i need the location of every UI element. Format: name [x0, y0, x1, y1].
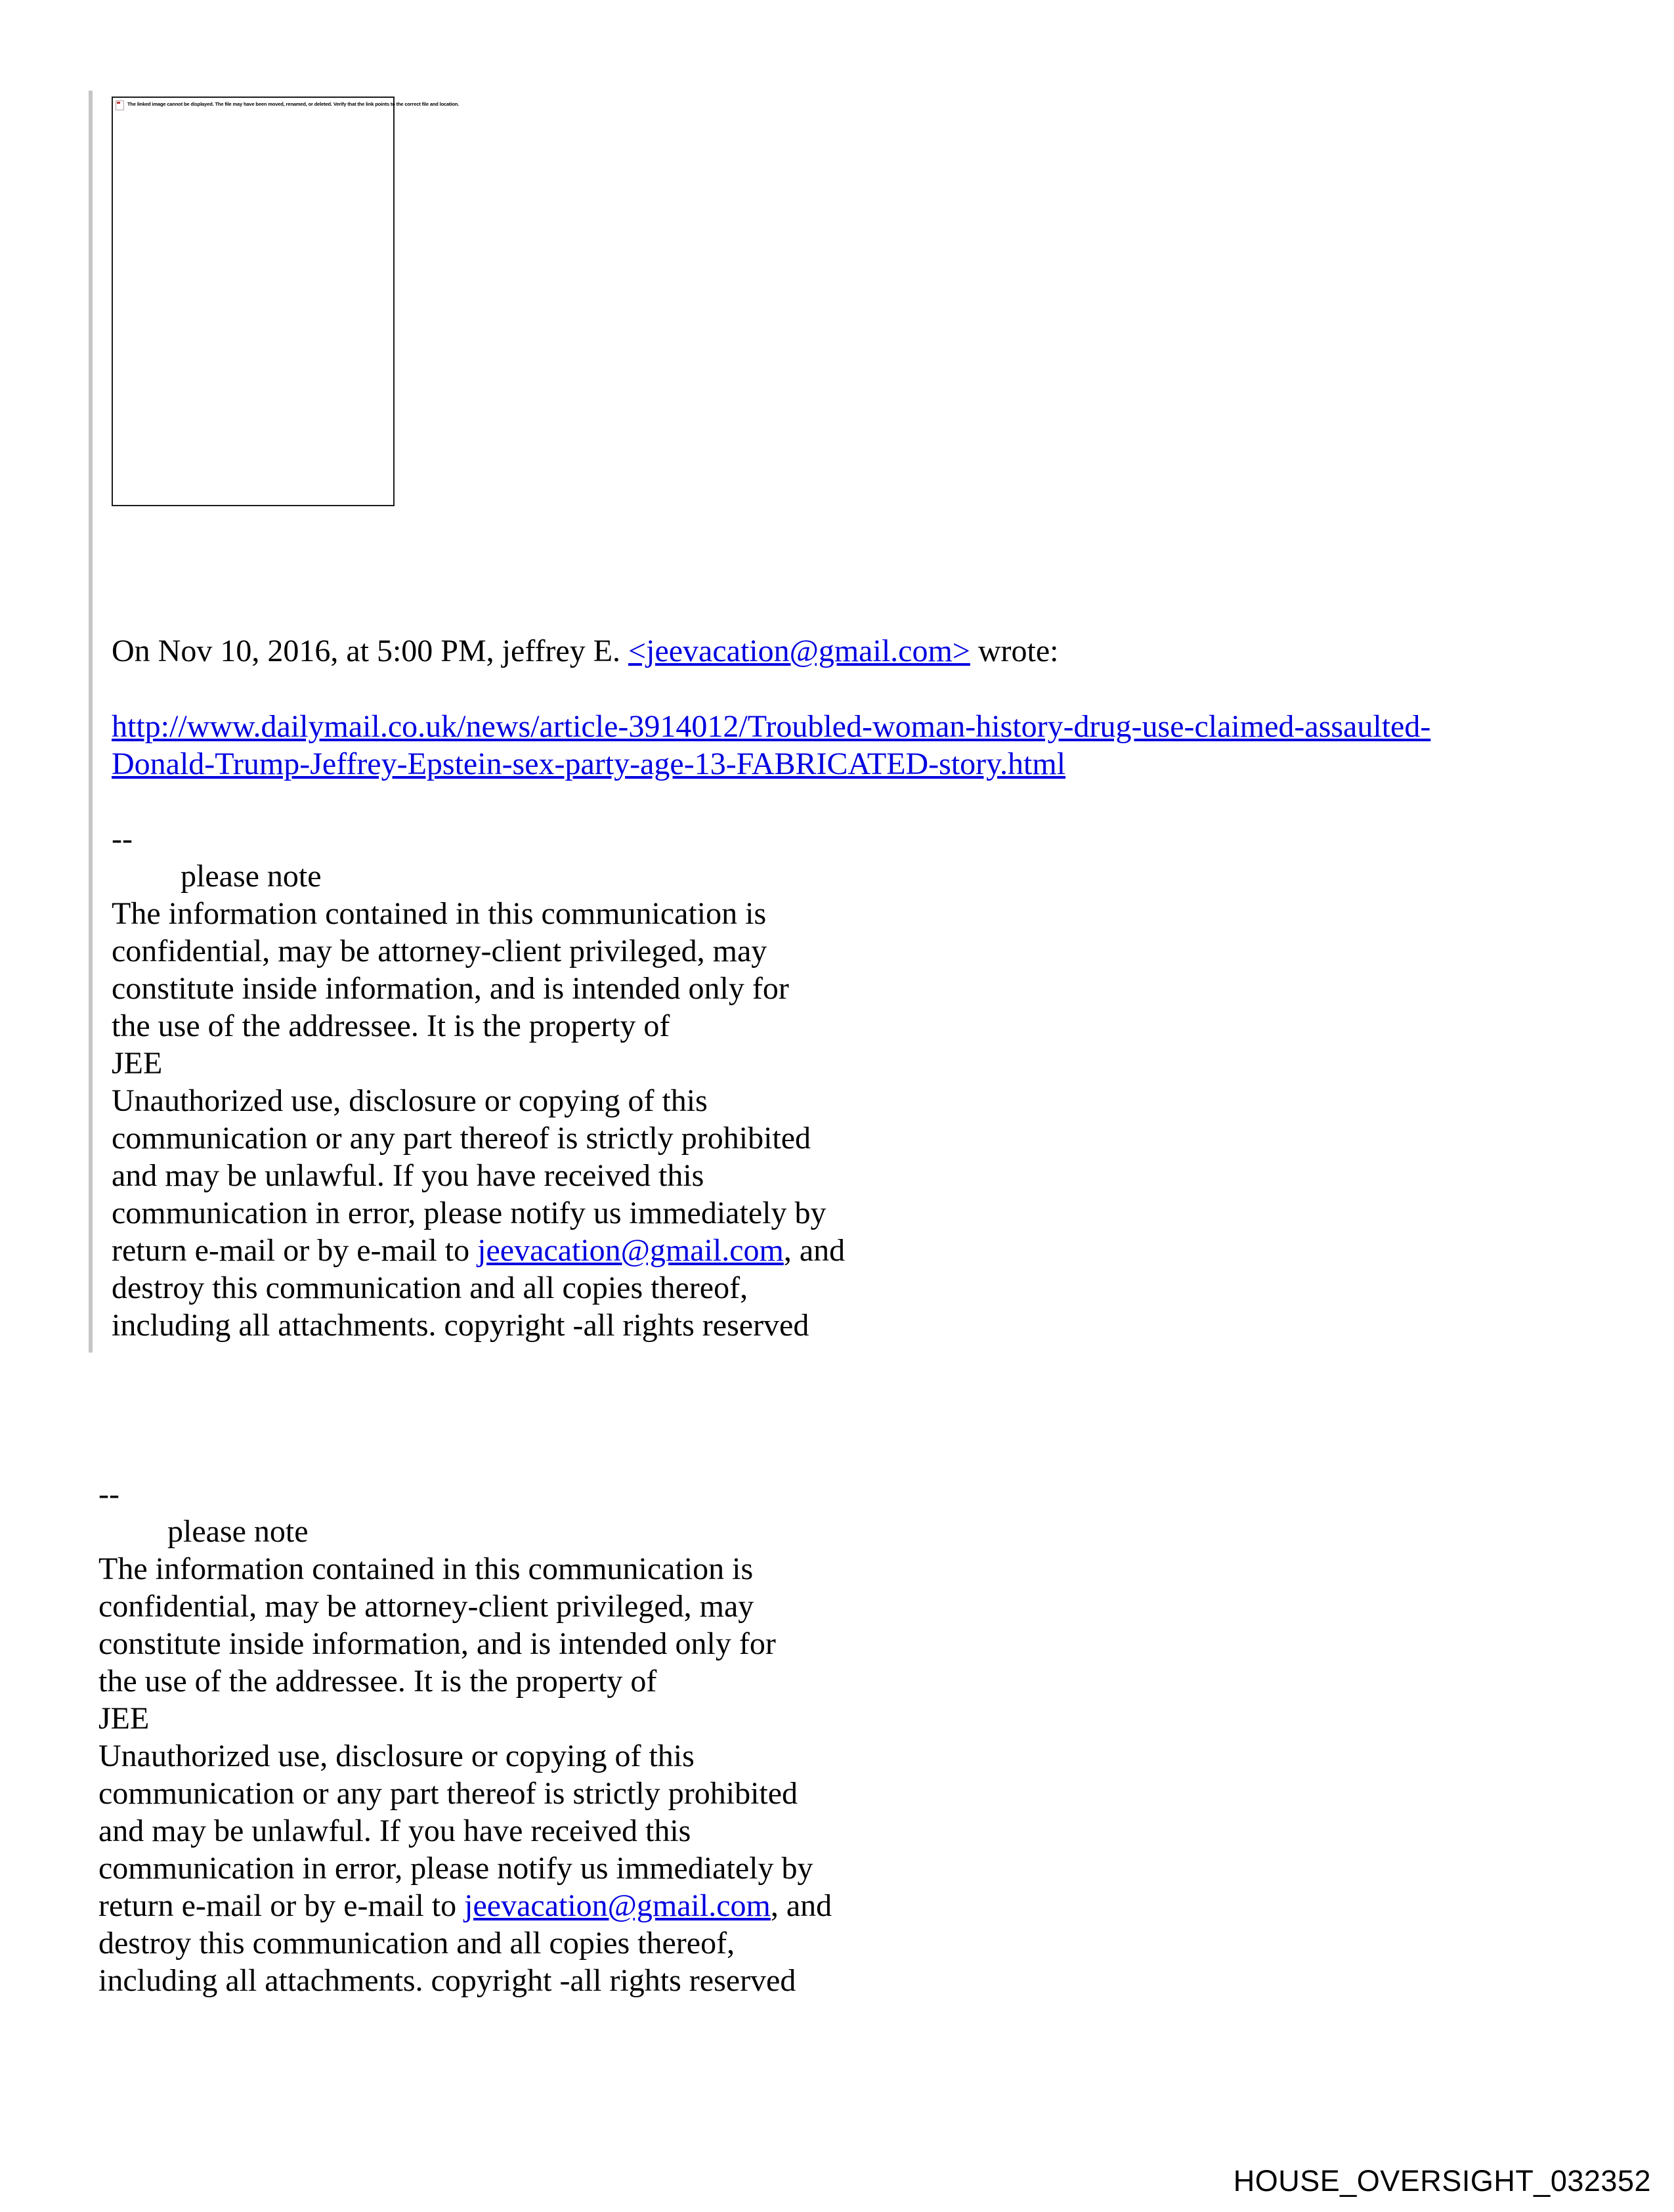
email-attribution-line — [112, 632, 1058, 670]
disclaimer-line: JEE — [98, 1701, 150, 1736]
broken-image-placeholder — [112, 97, 460, 506]
signature-separator: -- — [98, 1477, 119, 1511]
disclaimer-line: the use of the addressee. It is the property of — [98, 1664, 657, 1699]
signature-disclaimer-block-1 — [112, 820, 845, 1344]
quote-indent-bar — [89, 91, 93, 1353]
disclaimer-line: destroy this communication and all copies thereof, — [98, 1926, 735, 1961]
disclaimer-line: destroy this communication and all copies thereof, — [112, 1270, 748, 1305]
disclaimer-line: communication in error, please notify us immediately by — [112, 1196, 826, 1230]
disclaimer-email-prefix: return e-mail or by e-mail to — [112, 1233, 478, 1268]
disclaimer-email-suffix: , and — [783, 1233, 846, 1268]
disclaimer-line: Unauthorized use, disclosure or copying of this — [98, 1739, 695, 1773]
disclaimer-line: confidential, may be attorney-client privileged, may — [112, 934, 767, 968]
disclaimer-email-link[interactable]: jeevacation@gmail.com — [464, 1888, 771, 1923]
disclaimer-line: The information contained in this communication is — [112, 896, 767, 931]
disclaimer-line: constitute inside information, and is intended only for — [98, 1626, 776, 1661]
signature-separator: -- — [112, 821, 133, 856]
please-note-label: please note — [181, 859, 322, 894]
disclaimer-email-suffix: , and — [770, 1888, 832, 1923]
disclaimer-email-prefix: return e-mail or by e-mail to — [98, 1888, 465, 1923]
bates-stamp: HOUSE_OVERSIGHT_032352 — [1233, 2164, 1651, 2198]
broken-image-icon — [116, 100, 124, 110]
disclaimer-line: confidential, may be attorney-client privileged, may — [98, 1589, 754, 1624]
disclaimer-line: JEE — [112, 1046, 163, 1081]
disclaimer-line: constitute inside information, and is intended only for — [112, 971, 789, 1006]
article-url-link-line1[interactable]: http://www.dailymail.co.uk/news/article-3914012/Troubled-woman-history-drug-use-claimed-assaulted- — [112, 709, 1431, 744]
please-note-label: please note — [167, 1514, 309, 1549]
disclaimer-line: the use of the addressee. It is the property of — [112, 1008, 670, 1043]
disclaimer-line: including all attachments. copyright -all rights reserved — [112, 1308, 809, 1343]
article-url-block — [112, 708, 1430, 783]
disclaimer-email-link[interactable]: jeevacation@gmail.com — [477, 1233, 784, 1268]
disclaimer-line-with-link — [112, 1232, 845, 1269]
signature-disclaimer-block-2 — [98, 1475, 832, 1999]
disclaimer-line: The information contained in this communication is — [98, 1551, 754, 1586]
broken-image-message: The linked image cannot be displayed. The file may have been moved, renamed, or deleted. Verify that the link points to the correct file and location. — [127, 101, 460, 107]
disclaimer-line: and may be unlawful. If you have received this — [112, 1158, 704, 1193]
disclaimer-line: and may be unlawful. If you have received this — [98, 1813, 691, 1848]
attribution-prefix: On Nov 10, 2016, at 5:00 PM, jeffrey E. — [112, 634, 629, 668]
disclaimer-line: communication in error, please notify us immediately by — [98, 1851, 813, 1886]
disclaimer-line: communication or any part thereof is strictly prohibited — [112, 1121, 811, 1156]
disclaimer-line: Unauthorized use, disclosure or copying of this — [112, 1083, 708, 1118]
disclaimer-line-with-link — [98, 1887, 832, 1924]
article-url-link-line2[interactable]: Donald-Trump-Jeffrey-Epstein-sex-party-age-13-FABRICATED-story.html — [112, 747, 1066, 781]
disclaimer-line: communication or any part thereof is strictly prohibited — [98, 1776, 798, 1811]
disclaimer-line: including all attachments. copyright -all rights reserved — [98, 1963, 796, 1998]
attribution-suffix: wrote: — [970, 634, 1059, 668]
sender-email-link[interactable]: <jeevacation@gmail.com> — [628, 634, 970, 668]
